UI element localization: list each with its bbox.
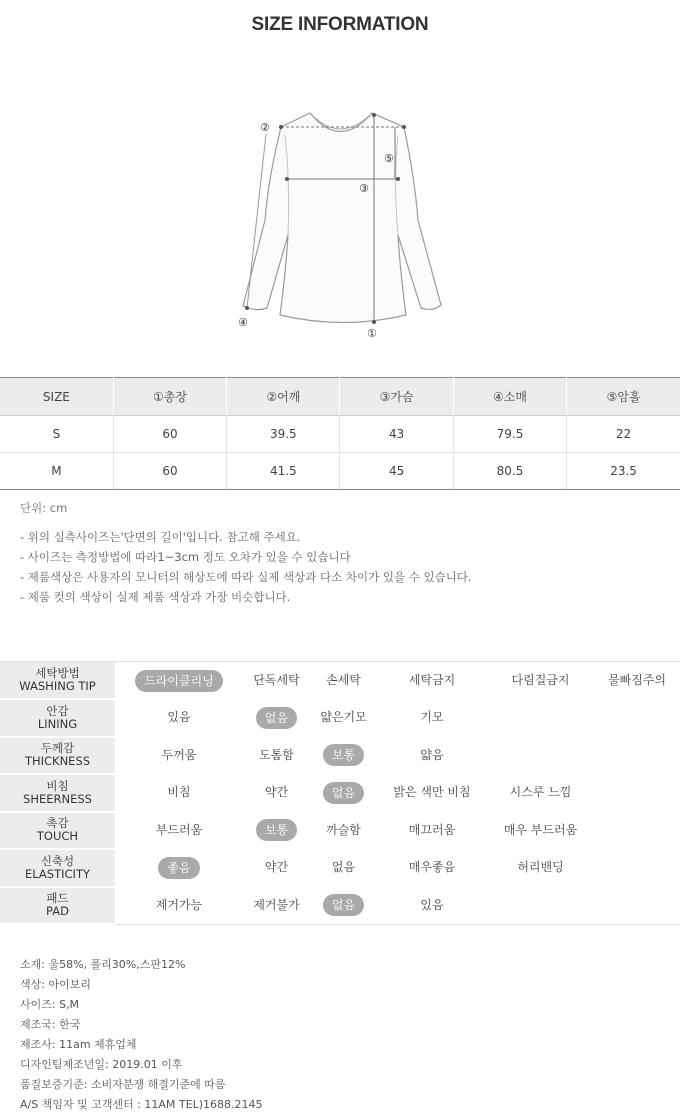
option-label: 세탁금지 <box>408 673 456 687</box>
option-cell <box>377 737 487 775</box>
fabric-info-row <box>0 849 680 887</box>
option-cell <box>377 812 487 850</box>
option-label: 매우 부드러움 <box>503 822 578 837</box>
option-cell <box>243 774 310 812</box>
info-line: 색상: 아이보리 <box>20 978 91 991</box>
option-cell <box>487 737 594 775</box>
option-cell <box>115 662 243 700</box>
selected-option-badge: 드라이클리닝 <box>135 670 223 692</box>
option-cell <box>487 812 594 850</box>
table-cell: 60 <box>113 453 226 490</box>
option-label: 허리밴딩 <box>517 860 564 875</box>
fabric-info-header <box>0 849 115 887</box>
selected-option-badge: 없음 <box>256 707 297 729</box>
fabric-info-header <box>0 774 115 812</box>
option-label: 도톰함 <box>259 747 294 762</box>
option-cell <box>115 849 243 887</box>
fabric-info-header <box>0 887 115 925</box>
option-label: 있음 <box>420 897 444 912</box>
option-label: 단독세탁 <box>253 673 300 687</box>
note-line: - 사이즈는 측정방법에 따라1~3cm 정도 오차가 있을 수 있습니다 <box>20 550 351 564</box>
table-cell: 23.5 <box>567 453 680 490</box>
header-en: PAD <box>46 904 69 919</box>
table-cell: S <box>0 416 113 453</box>
option-label: 비침 <box>167 785 191 800</box>
option-cell <box>594 849 680 887</box>
option-label: 얇음 <box>420 747 444 762</box>
option-cell <box>115 737 243 775</box>
fabric-info-row <box>0 887 680 925</box>
fabric-info-row <box>0 699 680 737</box>
table-cell: 22 <box>567 416 680 453</box>
selected-option-badge: 보통 <box>323 744 364 766</box>
header-ko: 신축성 <box>40 853 75 868</box>
option-cell <box>377 774 487 812</box>
option-cell <box>243 699 310 737</box>
unit-label: 단위: cm <box>20 501 68 515</box>
option-label: 밝은 색만 비침 <box>393 785 471 800</box>
table-row <box>0 453 680 490</box>
table-cell: 79.5 <box>453 416 566 453</box>
label-shoulder: ② <box>260 121 270 134</box>
option-label: 부드러움 <box>155 822 203 837</box>
option-cell <box>594 774 680 812</box>
fabric-info-row <box>0 774 680 812</box>
option-cell <box>115 774 243 812</box>
option-label: 있음 <box>167 710 191 725</box>
info-line: 제조국: 한국 <box>20 1018 81 1031</box>
fabric-info-row <box>0 737 680 775</box>
option-cell <box>115 812 243 850</box>
header-ko: 두께감 <box>40 741 75 756</box>
note-line: - 제품색상은 사용자의 모니터의 해상도에 따라 실제 색상과 다소 차이가 있을 수 있습니다. <box>20 570 472 584</box>
fabric-info-header <box>0 737 115 775</box>
col-header: ②어깨 <box>227 378 340 416</box>
option-cell <box>377 849 487 887</box>
option-label: 제거불가 <box>253 897 300 912</box>
option-cell <box>594 662 680 700</box>
option-cell <box>310 737 377 775</box>
long-sleeve-top-illustration <box>0 100 680 350</box>
option-cell <box>243 812 310 850</box>
info-line: 소재: 울58%, 폴리30%,스판12% <box>20 958 186 971</box>
header-en: THICKNESS <box>24 754 91 769</box>
option-cell <box>487 662 594 700</box>
info-line: 제조사: 11am 제휴업체 <box>20 1038 137 1051</box>
option-cell <box>310 812 377 850</box>
option-cell <box>310 662 377 700</box>
fabric-info-table <box>0 661 680 925</box>
option-cell <box>594 812 680 850</box>
option-cell <box>594 699 680 737</box>
option-cell <box>487 887 594 925</box>
option-label: 약간 <box>264 860 289 875</box>
size-table <box>0 377 680 490</box>
option-cell <box>243 887 310 925</box>
header-ko: 패드 <box>46 891 69 906</box>
selected-option-badge: 좋음 <box>158 857 199 879</box>
col-header: ③가슴 <box>340 378 453 416</box>
header-en: ELASTICITY <box>25 866 90 881</box>
option-label: 손세탁 <box>326 673 361 687</box>
option-cell <box>310 774 377 812</box>
option-cell <box>310 887 377 925</box>
header-en: LINING <box>37 716 78 731</box>
info-line: A/S 책임자 및 고객센터 : 11AM TEL)1688.2145 <box>20 1098 263 1111</box>
fabric-info-row <box>0 812 680 850</box>
label-sleeve: ④ <box>238 316 248 329</box>
fabric-info-header <box>0 699 115 737</box>
col-header: SIZE <box>0 378 113 416</box>
option-cell <box>487 699 594 737</box>
option-cell <box>487 849 594 887</box>
option-cell <box>115 699 243 737</box>
option-label: 약간 <box>264 785 289 800</box>
option-cell <box>487 774 594 812</box>
garment-diagram <box>0 100 680 350</box>
table-cell: 43 <box>340 416 453 453</box>
option-cell <box>377 887 487 925</box>
label-length: ① <box>367 327 377 340</box>
info-line: 사이즈: S,M <box>20 998 80 1011</box>
header-en: WASHING TIP <box>19 679 96 693</box>
selected-option-badge: 보통 <box>256 819 297 841</box>
col-header: ①총장 <box>113 378 226 416</box>
option-label: 기모 <box>420 710 444 725</box>
table-row <box>0 416 680 453</box>
label-chest: ③ <box>359 182 369 195</box>
info-line: 디자인팀제조년일: 2019.01 이후 <box>20 1058 183 1071</box>
option-cell <box>243 662 310 700</box>
option-label: 시스루 느낌 <box>509 785 572 800</box>
option-label: 매우좋음 <box>408 860 456 875</box>
fabric-info-row <box>0 662 680 700</box>
product-info <box>20 955 263 1115</box>
table-cell: 80.5 <box>453 453 566 490</box>
col-header: ④소매 <box>453 378 566 416</box>
page-title: SIZE INFORMATION <box>251 14 429 35</box>
option-label: 물빠짐주의 <box>608 673 666 687</box>
option-cell <box>243 849 310 887</box>
option-cell <box>243 737 310 775</box>
table-cell: 41.5 <box>227 453 340 490</box>
option-label: 까슬함 <box>326 822 361 837</box>
selected-option-badge: 없음 <box>323 894 364 916</box>
label-armhole: ⑤ <box>384 152 394 165</box>
note-line: - 위의 실측사이즈는'단면의 길이'입니다. 참고해 주세요. <box>20 530 301 544</box>
option-cell <box>594 887 680 925</box>
header-ko: 안감 <box>46 703 69 718</box>
option-cell <box>377 662 487 700</box>
option-label: 다림질금지 <box>511 673 570 687</box>
option-label: 제거가능 <box>155 897 203 912</box>
col-header: ⑤암홀 <box>567 378 680 416</box>
fabric-info-header <box>0 662 115 700</box>
option-label: 얇은기모 <box>320 710 367 725</box>
option-label: 두꺼움 <box>161 747 197 762</box>
table-cell: 60 <box>113 416 226 453</box>
table-cell: 39.5 <box>227 416 340 453</box>
info-line: 품질보증기준: 소비자분쟁 해결기준에 따름 <box>20 1078 226 1091</box>
table-cell: M <box>0 453 113 490</box>
option-cell <box>594 737 680 775</box>
option-cell <box>115 887 243 925</box>
header-ko: 세탁방법 <box>35 666 80 680</box>
option-cell <box>377 699 487 737</box>
table-cell: 45 <box>340 453 453 490</box>
note-line: - 제품 컷의 색상이 실제 제품 색상과 가장 비슷합니다. <box>20 590 291 604</box>
size-table-header <box>0 378 680 416</box>
fabric-info-header <box>0 812 115 850</box>
option-label: 없음 <box>331 860 356 875</box>
option-cell <box>310 699 377 737</box>
option-cell <box>310 849 377 887</box>
header-ko: 비침 <box>46 778 69 793</box>
size-notes <box>20 527 472 607</box>
selected-option-badge: 없음 <box>323 782 364 804</box>
header-ko: 촉감 <box>46 816 69 831</box>
option-label: 매끄러움 <box>408 822 456 837</box>
header-en: TOUCH <box>36 829 79 844</box>
header-en: SHEERNESS <box>23 791 92 806</box>
